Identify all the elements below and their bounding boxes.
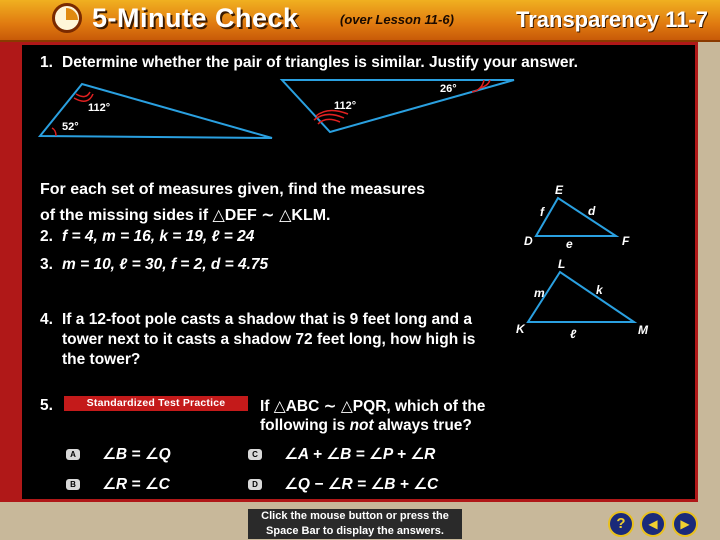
q4-number: 4. [40,311,53,328]
label-K: K [516,322,525,336]
label-M: M [638,323,648,337]
q1-text: Determine whether the pair of triangles is similar. Justify your answer. [62,54,578,71]
tri2-angle-112: 112° [334,100,357,112]
q1-number: 1. [40,54,53,71]
tri1-angle-112: 112° [88,102,111,114]
option-c-text[interactable]: ∠A + ∠B = ∠P + ∠R [284,446,436,463]
q5-line-2a: following is [260,417,350,434]
q5-number: 5. [40,397,53,414]
option-d-text[interactable]: ∠Q − ∠R = ∠B + ∠C [284,476,439,493]
back-button[interactable]: ◀ [640,511,666,537]
tri2-angle-26: 26° [440,83,457,95]
option-b-badge[interactable]: B [66,479,80,490]
option-a-badge[interactable]: A [66,449,80,460]
forward-button[interactable]: ▶ [672,511,698,537]
option-b-text[interactable]: ∠R = ∠C [102,476,170,493]
intro-line-2: of the missing sides if △DEF ∼ △KLM. [40,207,331,224]
instruction-line-2: Space Bar to display the answers. [266,525,444,537]
instruction-footer [248,509,462,539]
q2-number: 2. [40,228,53,245]
option-c-badge[interactable]: C [248,449,262,460]
q2-text: f = 4, m = 16, k = 19, ℓ = 24 [62,228,255,245]
label-E: E [555,183,564,197]
q4-line-2: tower next to it casts a shadow 72 feet long, how high is [62,331,476,348]
option-d-badge[interactable]: D [248,479,262,490]
q4-line-1: If a 12-foot pole casts a shadow that is 9 feet long and a [62,311,472,328]
transparency-label: Transparency 11-7 [515,7,708,32]
label-e: e [566,237,573,251]
label-k: k [596,283,603,297]
instruction-line-1: Click the mouse button or press the [261,510,449,522]
help-button[interactable]: ? [608,511,634,537]
q5-line-1: If △ABC ∼ △PQR, which of the [260,398,486,415]
label-F: F [622,234,630,248]
label-D: D [524,234,533,248]
option-a-text[interactable]: ∠B = ∠Q [102,446,171,463]
intro-line-1: For each set of measures given, find the measures [40,181,426,198]
q5-line-2 [260,417,472,435]
standardized-test-badge: Standardized Test Practice [64,396,248,411]
q3-number: 3. [40,256,53,273]
q5-line-2c: always true? [373,417,472,434]
label-L: L [558,257,566,271]
label-f: f [540,205,544,219]
label-l: ℓ [570,327,577,341]
lesson-title: 5-Minute Check [92,3,299,33]
triangle-def [536,198,616,236]
q5-line-2-not: not [349,417,374,434]
q4-line-3: the tower? [62,351,141,368]
q3-text: m = 10, ℓ = 30, f = 2, d = 4.75 [62,256,269,273]
label-m: m [534,286,545,300]
label-d: d [588,204,596,218]
tri1-angle-52: 52° [62,121,79,133]
lesson-subtitle: (over Lesson 11-6) [340,12,454,27]
